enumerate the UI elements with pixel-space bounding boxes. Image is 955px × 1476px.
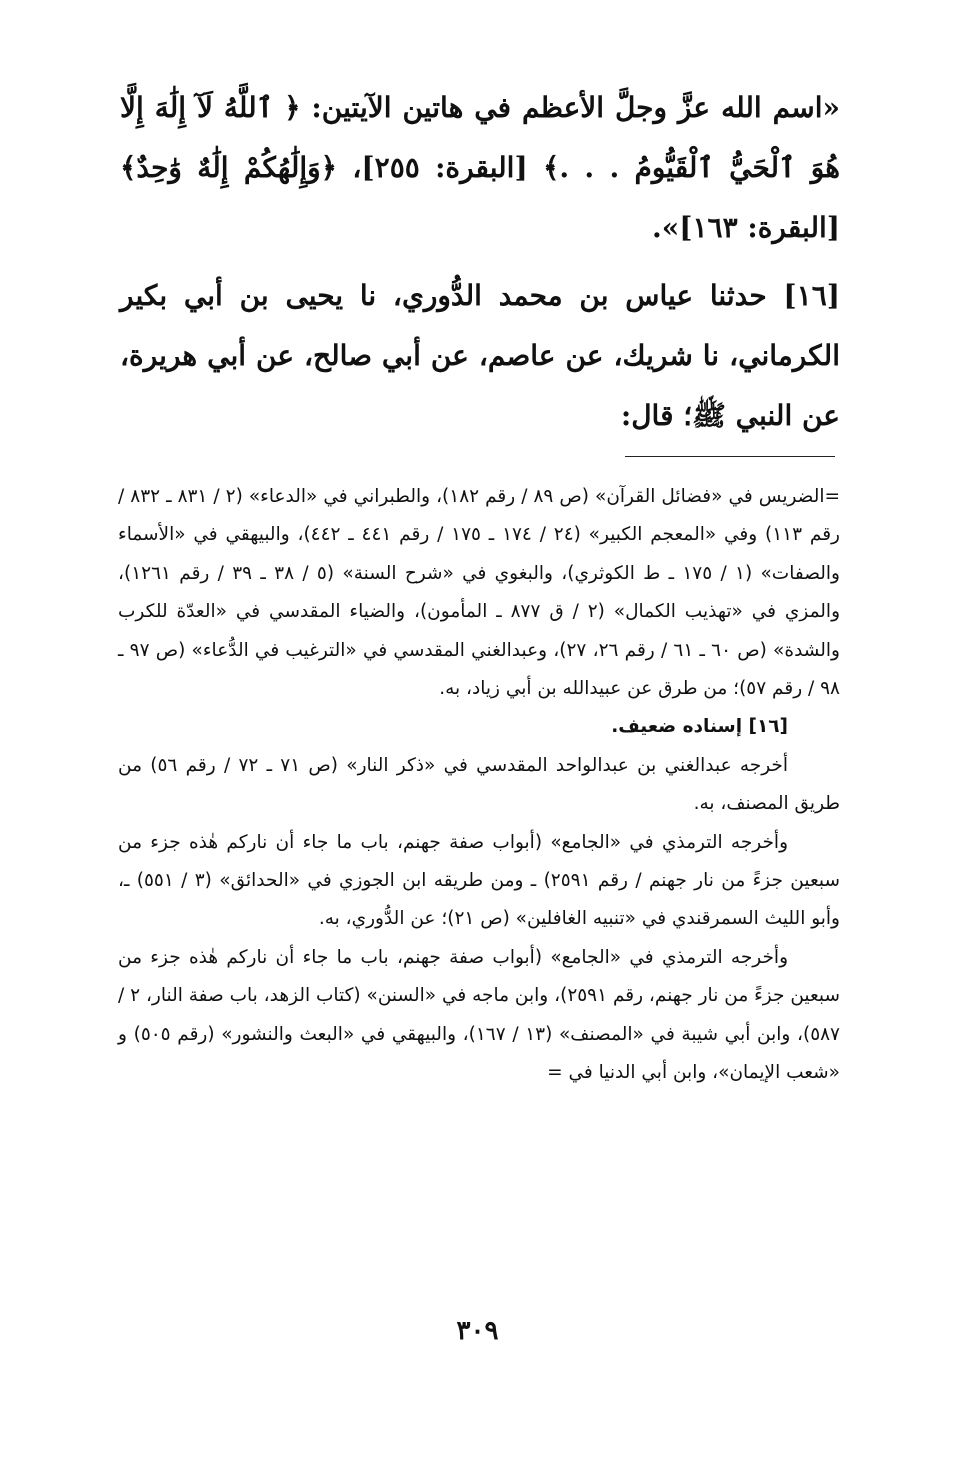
- footnote-separator: [625, 456, 835, 457]
- main-text: [120, 78, 840, 446]
- main-paragraph-1: «اسم الله عزَّ وجلَّ الأعظم في هاتين الآيتين: ﴿ ٱللَّهُ لَآ إِلَٰهَ إِلَّا هُوَ ٱلْحَيُّ ٱلْقَيُّومُ . . .﴾ [البقرة: ٢٥٥]، ﴿وَإِلَٰهُكُمْ إِلَٰهٌ وَٰحِدٌ﴾ [البقرة: ١٦٣]».: [120, 91, 840, 244]
- footnote-paragraph: أخرجه عبدالغني بن عبدالواحد المقدسي في «ذكر النار» (ص ٧١ ـ ٧٢ / رقم ٥٦) من طريق المصنف، به.: [118, 754, 840, 815]
- page-number: ٣٠٩: [456, 1316, 499, 1346]
- footnote-paragraph: وأخرجه الترمذي في «الجامع» (أبواب صفة جهنم، باب ما جاء أن ناركم هٰذه جزء من سبعين جزءً من نار جهنم / رقم ٢٥٩١) ـ ومن طريقه ابن الجوزي في «الحدائق» (٣ / ٥٥١) ـ، وأبو الليث السمرقندي في «تنبيه الغافلين» (ص ٢١)؛ عن الدُّوري، به.: [118, 831, 840, 930]
- footnotes: [118, 478, 840, 1093]
- footnote-heading: [١٦] إسناده ضعيف.: [611, 716, 788, 738]
- footnote-paragraph: وأخرجه الترمذي في «الجامع» (أبواب صفة جهنم، باب ما جاء أن ناركم هٰذه جزء من سبعين جزءً من نار جهنم، رقم ٢٥٩١)، وابن ماجه في «السنن» (كتاب الزهد، باب صفة النار، ٢ / ٥٨٧)، وابن أبي شيبة في «المصنف» (١٣ / ١٦٧)، والبيهقي في «البعث والنشور» (رقم ٥٠٥) و «شعب الإيمان»، وابن أبي الدنيا في =: [118, 946, 841, 1084]
- main-paragraph-2: [١٦] حدثنا عياس بن محمد الدُّوري، نا يحيى بن أبي بكير الكرماني، نا شريك، عن عاصم، عن أبي صالح، عن أبي هريرة، عن النبي ﷺ؛ قال:: [120, 279, 840, 432]
- footnote-continuation: =الضريس في «فضائل القرآن» (ص ٨٩ / رقم ١٨٢)، والطبراني في «الدعاء» (٢ / ٨٣١ ـ ٨٣٢ / رقم ١١٣) وفي «المعجم الكبير» (٢٤ / ١٧٤ ـ ١٧٥ / رقم ٤٤١ ـ ٤٤٢)، والبيهقي في «الأسماء والصفات» (١ / ١٧٥ ـ ط الكوثري)، والبغوي في «شرح السنة» (٥ / ٣٨ ـ ٣٩ / رقم ١٢٦١)، والمزي في «تهذيب الكمال» (٢ / ق ٨٧٧ ـ المأمون)، والضياء المقدسي في «العدّة للكرب والشدة» (ص ٦٠ ـ ٦١ / رقم ٢٦، ٢٧)، وعبدالغني المقدسي في «الترغيب في الدُّعاء» (ص ٩٧ ـ ٩٨ / رقم ٥٧)؛ من طرق عن عبيدالله بن أبي زياد، به.: [118, 486, 841, 700]
